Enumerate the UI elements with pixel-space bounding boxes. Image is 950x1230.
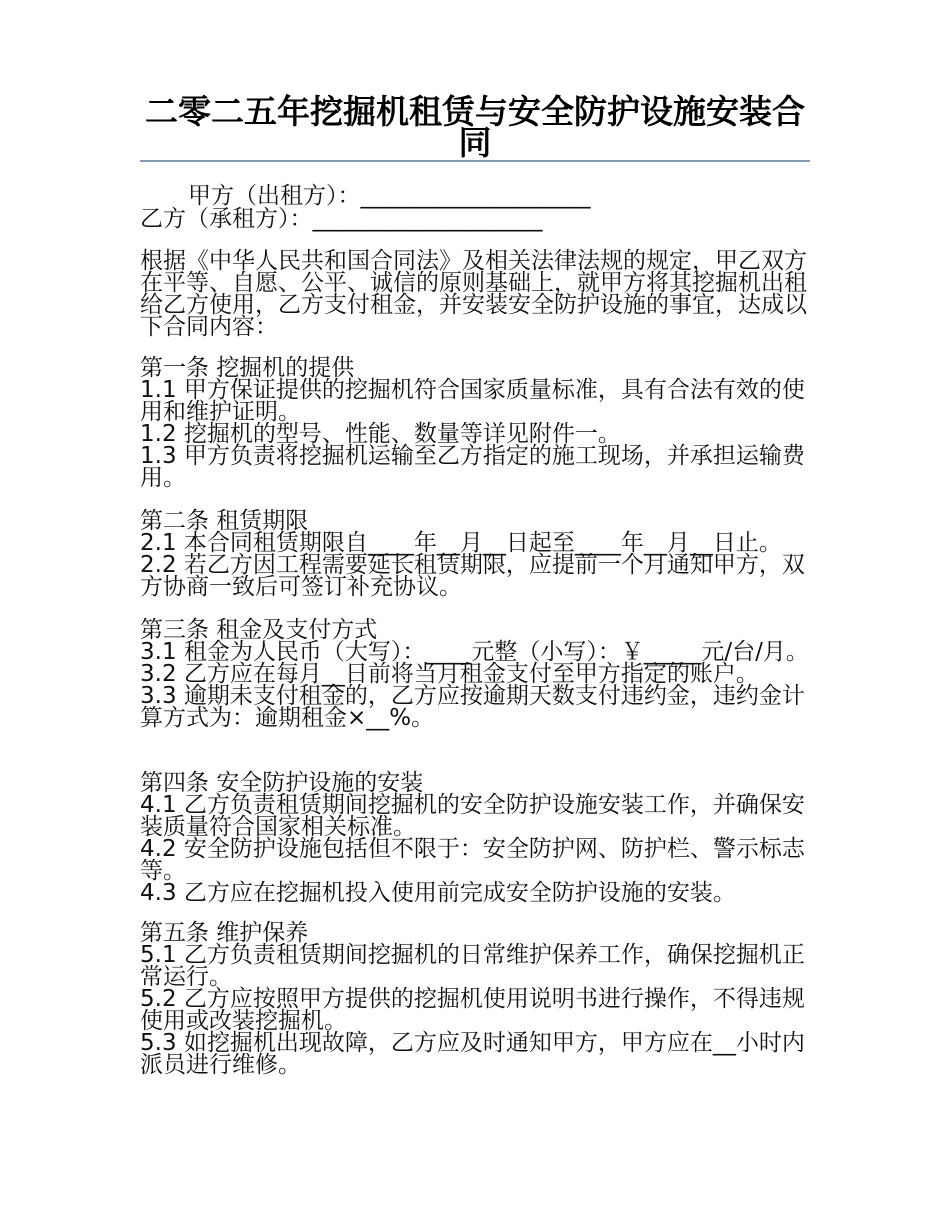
party-a-line: 甲方（出租方）：____________________ bbox=[188, 183, 591, 209]
clause-item: 1.1 甲方保证提供的挖掘机符合国家质量标准，具有合法有效的使用和维护证明。 bbox=[140, 377, 805, 425]
section-heading: 第五条 维护保养 bbox=[140, 920, 309, 946]
clause-item: 3.3 逾期未支付租金的，乙方应按逾期天数支付违约金，违约金计算方式为：逾期租金×__%。 bbox=[140, 683, 805, 731]
party-b-line: 乙方（承租方）：____________________ bbox=[140, 206, 543, 232]
clause-item: 4.1 乙方负责租赁期间挖掘机的安全防护设施安装工作，并确保安装质量符合国家相关标准。 bbox=[140, 792, 805, 840]
clause-item: 2.2 若乙方因工程需要延长租赁期限，应提前一个月通知甲方，双方协商一致后可签订补充协议。 bbox=[140, 552, 805, 600]
clause-item: 2.1 本合同租赁期限自____年__月__日起至____年__月__日止。 bbox=[140, 530, 782, 556]
clause-item: 3.1 租金为人民币（大写）：____元整（小写）：￥_____元/台/月。 bbox=[140, 639, 809, 665]
clause-item: 5.2 乙方应按照甲方提供的挖掘机使用说明书进行操作，不得违规使用或改装挖掘机。 bbox=[140, 986, 805, 1034]
section-heading: 第一条 挖掘机的提供 bbox=[140, 355, 355, 381]
preamble-paragraph: 根据《中华人民共和国合同法》及相关法律法规的规定，甲乙双方在平等、自愿、公平、诚信的原则基础上，就甲方将其挖掘机出租给乙方使用，乙方支付租金，并安装安全防护设施的事宜，达成以下合同内容： bbox=[140, 248, 807, 340]
clause-item: 1.2 挖掘机的型号、性能、数量等详见附件一。 bbox=[140, 421, 621, 447]
clause-item: 4.3 乙方应在挖掘机投入使用前完成安全防护设施的安装。 bbox=[140, 880, 736, 906]
clause-item: 1.3 甲方负责将挖掘机运输至乙方指定的施工现场，并承担运输费用。 bbox=[140, 443, 805, 491]
section-heading: 第三条 租金及支付方式 bbox=[140, 617, 378, 643]
clause-item: 5.1 乙方负责租赁期间挖掘机的日常维护保养工作，确保挖掘机正常运行。 bbox=[140, 942, 805, 990]
section-1 bbox=[140, 357, 810, 489]
clause-item: 5.3 如挖掘机出现故障，乙方应及时通知甲方，甲方应在__小时内派员进行维修。 bbox=[140, 1030, 805, 1078]
document-title: 二零二五年挖掘机租赁与安全防护设施安装合同 bbox=[145, 92, 805, 162]
title-divider bbox=[140, 160, 810, 162]
clause-item: 4.2 安全防护设施包括但不限于：安全防护网、防护栏、警示标志等。 bbox=[140, 836, 805, 884]
section-4 bbox=[140, 772, 810, 904]
section-heading: 第四条 安全防护设施的安装 bbox=[140, 770, 424, 796]
section-3 bbox=[140, 619, 810, 729]
clause-item: 3.2 乙方应在每月__日前将当月租金支付至甲方指定的账户。 bbox=[140, 661, 759, 687]
section-2 bbox=[140, 510, 810, 598]
section-heading: 第二条 租赁期限 bbox=[140, 508, 309, 534]
section-5 bbox=[140, 922, 810, 1076]
